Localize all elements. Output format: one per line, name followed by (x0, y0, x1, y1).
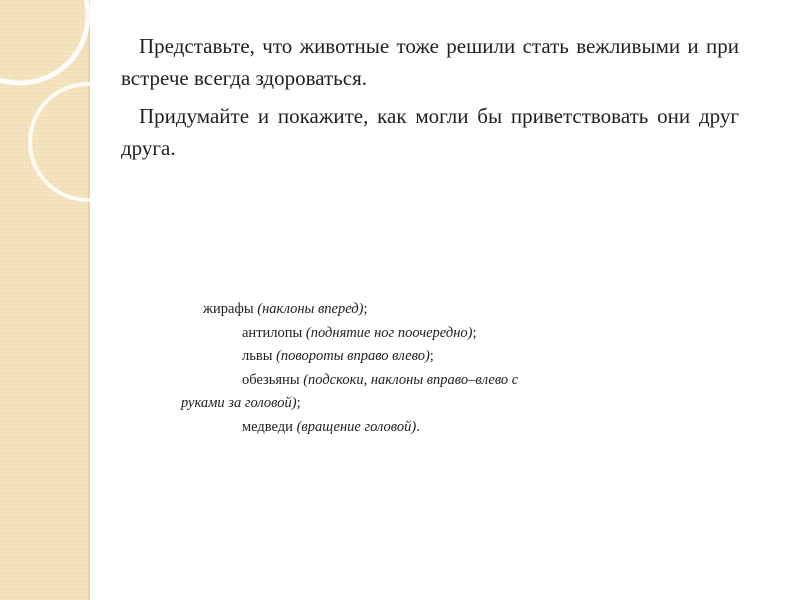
large-ring (0, 0, 88, 83)
list-item-monkeys (181, 369, 641, 393)
movement-description: (наклоны вперед) (257, 301, 364, 317)
movement-description: (подскоки, наклоны вправо–влево с (303, 371, 519, 388)
punctuation: ; (472, 324, 477, 341)
animal-name: обезьяны (242, 371, 300, 388)
animal-name: жирафы (203, 301, 254, 317)
list-item-lions (181, 345, 641, 369)
animal-name: антилопы (242, 324, 303, 341)
list-item-bears (181, 416, 641, 440)
punctuation: . (416, 418, 420, 435)
list-item-antelopes (181, 322, 641, 346)
movement-description: (поднятие ног поочередно) (305, 324, 473, 341)
movement-description: (повороты вправо влево) (276, 348, 430, 364)
punctuation: ; (296, 395, 301, 411)
animal-name: медведи (242, 418, 293, 435)
animal-greetings-list (181, 298, 641, 439)
list-item-giraffes (181, 298, 641, 322)
animal-name: львы (242, 348, 273, 364)
instructions-text (121, 30, 739, 170)
list-item-monkeys-continued (181, 392, 641, 416)
punctuation: ; (429, 348, 434, 364)
movement-description: (вращение головой) (296, 418, 417, 435)
instruction-paragraph-1: Представьте, что животные тоже решили стать вежливыми и при встрече всегда здороваться. (121, 34, 739, 90)
decorative-rings-icon (0, 0, 140, 260)
instruction-paragraph-2: Придумайте и покажите, как могли бы приветствовать они друг друга. (121, 104, 739, 160)
movement-description-continued: руками за головой) (181, 395, 297, 411)
punctuation: ; (363, 301, 368, 317)
